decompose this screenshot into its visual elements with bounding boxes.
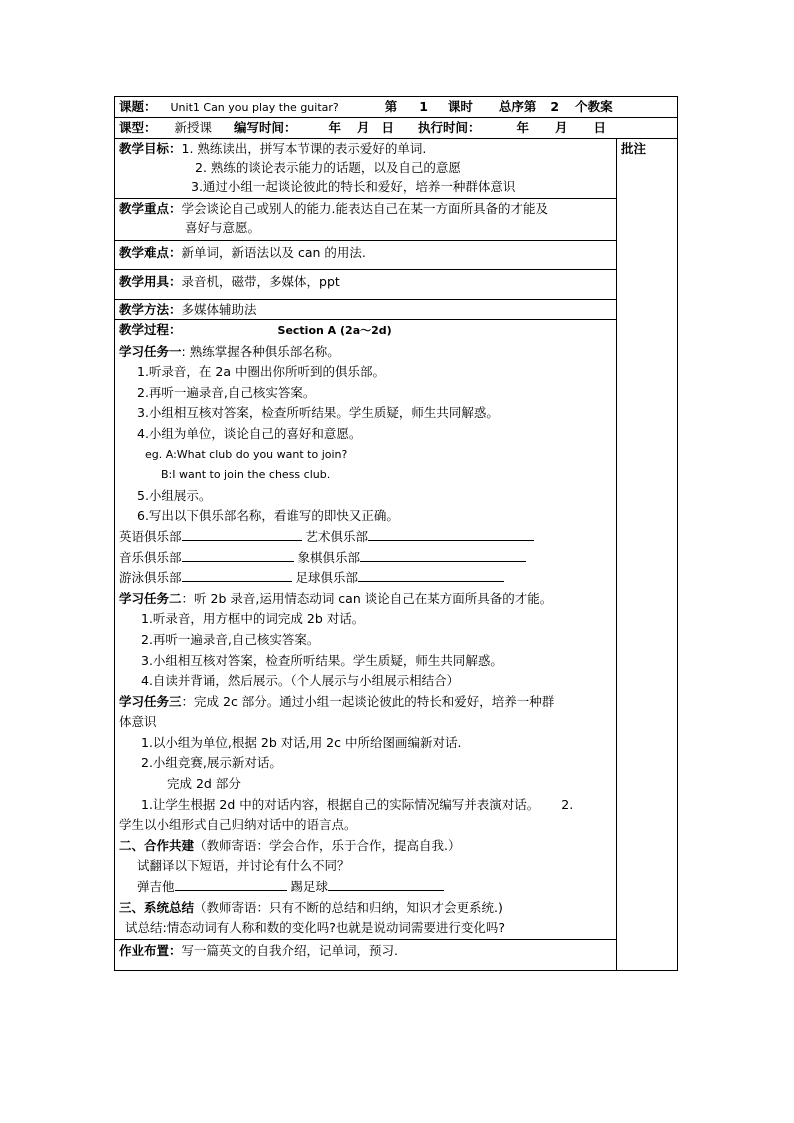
phrase-guitar: 弹吉他: [137, 879, 175, 895]
blank-phrase-soccer[interactable]: [328, 878, 444, 891]
header-row-lesson: [115, 97, 678, 118]
key-points-line-2: 喜好与意愿。: [185, 220, 261, 235]
key-points-row: [115, 199, 678, 241]
task1-text: : 熟练掌握各种俱乐部名称。: [181, 343, 340, 359]
club-football: 足球俱乐部: [295, 570, 359, 586]
task2-step-1: 1.听录音，用方框中的词完成 2b 对话。: [141, 611, 365, 627]
summary-text: （教师寄语：只有不断的总结和归纳，知识才会更系统.): [194, 899, 503, 915]
total-number: 2: [550, 99, 560, 114]
step-2d-2-number: 2.: [561, 796, 574, 812]
homework-text: 写一篇英文的自我介绍，记单词，预习.: [181, 942, 398, 958]
period-suffix: 课时: [447, 99, 473, 114]
notes-column: [617, 139, 678, 971]
exec-month: 月: [555, 120, 568, 135]
example-a: eg. A:What club do you want to join?: [145, 447, 348, 461]
difficulties-row: [115, 241, 678, 270]
tools-row: [115, 270, 678, 300]
club-music: 音乐俱乐部: [119, 549, 182, 565]
club-english: 英语俱乐部: [119, 528, 182, 544]
lesson-title: Unit1 Can you play the guitar?: [170, 101, 339, 114]
task3-step-2: 2.小组竞赛,展示新对话。: [141, 755, 282, 771]
example-b: B:I want to join the chess club.: [161, 468, 331, 482]
phrase-soccer: 踢足球: [290, 879, 329, 895]
methods-text: 多媒体辅助法: [181, 302, 257, 317]
task1-step-6: 6.写出以下俱乐部名称，看谁写的即快又正确。: [137, 508, 399, 524]
club-swimming: 游泳俱乐部: [119, 570, 182, 586]
key-points-line-1: 学会谈论自己或别人的能力.能表达自己在某一方面所具备的才能及: [181, 201, 548, 216]
club-row: [119, 527, 612, 548]
tools-label: 教学用具：: [119, 274, 182, 289]
task1-step-2: 2.再听一遍录音,自己核实答案。: [137, 384, 316, 400]
total-suffix: 个教案: [575, 99, 613, 114]
blank-english-club[interactable]: [182, 528, 302, 541]
complete-2d: 完成 2d 部分: [167, 776, 241, 792]
exec-time-label: 执行时间：: [418, 120, 481, 135]
process-label: 教学过程：: [119, 322, 182, 337]
cooperation-label: 二、合作共建: [119, 837, 195, 853]
blank-phrase-guitar[interactable]: [175, 878, 287, 891]
blank-swimming-club[interactable]: [182, 569, 292, 582]
task1-step-1: 1.听录音，在 2a 中圈出你所听到的俱乐部。: [137, 364, 385, 380]
task1-step-4: 4.小组为单位，谈论自己的喜好和意愿。: [137, 425, 362, 441]
goal-item-1: 1. 熟练读出，拼写本节课的表示爱好的单词.: [181, 141, 427, 156]
task2-step-4: 4.自读并背诵，然后展示。（个人展示与小组展示相结合）: [141, 673, 460, 689]
key-points-label: 教学重点：: [119, 201, 182, 216]
goals-label: 教学目标：: [119, 141, 182, 156]
task1-step-5: 5.小组展示。: [137, 487, 212, 503]
write-year: 年: [328, 120, 342, 135]
write-day: 日: [381, 120, 395, 135]
goal-item-2: 2. 熟练的谈论表示能力的话题，以及自己的意愿: [195, 160, 461, 175]
blank-chess-club[interactable]: [360, 549, 526, 562]
club-row: [119, 568, 612, 589]
process-row: [115, 320, 678, 940]
section-title: Section A (2a～2d): [277, 324, 392, 337]
methods-row: [115, 300, 678, 320]
step-2d-2: 学生以小组形式自己归纳对话中的语言点。: [119, 817, 357, 833]
phrase-row: [119, 877, 612, 898]
task3-text: ：完成 2c 部分。通过小组一起谈论彼此的特长和爱好，培养一种群: [181, 693, 555, 709]
task1-label: 学习任务一: [119, 343, 182, 359]
club-art: 艺术俱乐部: [305, 528, 369, 544]
blank-football-club[interactable]: [358, 569, 504, 582]
task2-step-3: 3.小组相互核对答案，检查所听结果。学生质疑，师生共同解惑。: [141, 652, 503, 668]
summary-label: 三、系统总结: [119, 899, 195, 915]
goal-item-3: 3.通过小组一起谈论彼此的特长和爱好，培养一种群体意识: [191, 179, 516, 194]
write-time-label: 编写时间：: [234, 120, 297, 135]
homework-row: [115, 939, 678, 970]
write-month: 月: [357, 120, 370, 135]
period-number: 1: [419, 99, 428, 114]
step-2d-1: 1.让学生根据 2d 中的对话内容，根据自己的实际情况编写并表演对话。: [141, 796, 540, 812]
cooperation-text: （教师寄语：学会合作，乐于合作，提高自我.）: [194, 837, 461, 853]
task2-text: ：听 2b 录音,运用情态动词 can 谈论自己在某方面所具备的才能。: [181, 590, 553, 606]
cooperation-question: 试翻译以下短语，并讨论有什么不同？: [137, 858, 350, 874]
lesson-plan-page: [114, 96, 677, 971]
type-label: 课型：: [119, 120, 157, 135]
period-prefix: 第: [384, 99, 398, 114]
club-row: [119, 548, 612, 569]
task2-step-2: 2.再听一遍录音,自己核实答案。: [141, 631, 320, 647]
blank-art-club[interactable]: [368, 528, 534, 541]
difficulties-text: 新单词，新语法以及 can 的用法.: [181, 245, 366, 260]
header-row-type: [115, 118, 678, 139]
notes-label: 批注: [621, 141, 647, 156]
goals-row: [115, 139, 678, 199]
task1-step-3: 3.小组相互核对答案，检查所听结果。学生质疑，师生共同解惑。: [137, 405, 499, 421]
exec-day: 日: [593, 120, 607, 135]
total-prefix: 总序第: [498, 99, 537, 114]
lesson-plan-table: [114, 96, 678, 971]
task2-label: 学习任务二: [119, 590, 182, 606]
tools-text: 录音机，磁带，多媒体，ppt: [181, 274, 340, 289]
task3-step-1: 1.以小组为单位,根据 2b 对话,用 2c 中所给图画编新对话.: [141, 734, 462, 750]
difficulties-label: 教学难点：: [119, 245, 182, 260]
methods-label: 教学方法：: [119, 302, 182, 317]
lesson-label: 课题：: [119, 99, 157, 114]
blank-music-club[interactable]: [182, 549, 294, 562]
summary-question: 试总结:情态动词有人称和数的变化吗?也就是说动词需要进行变化吗?: [125, 920, 505, 936]
exec-year: 年: [516, 120, 530, 135]
type-value: 新授课: [174, 120, 213, 135]
task3-label: 学习任务三: [119, 693, 182, 709]
homework-label: 作业布置：: [119, 942, 182, 958]
club-chess: 象棋俱乐部: [297, 549, 361, 565]
task3-text-2: 体意识: [119, 714, 157, 730]
